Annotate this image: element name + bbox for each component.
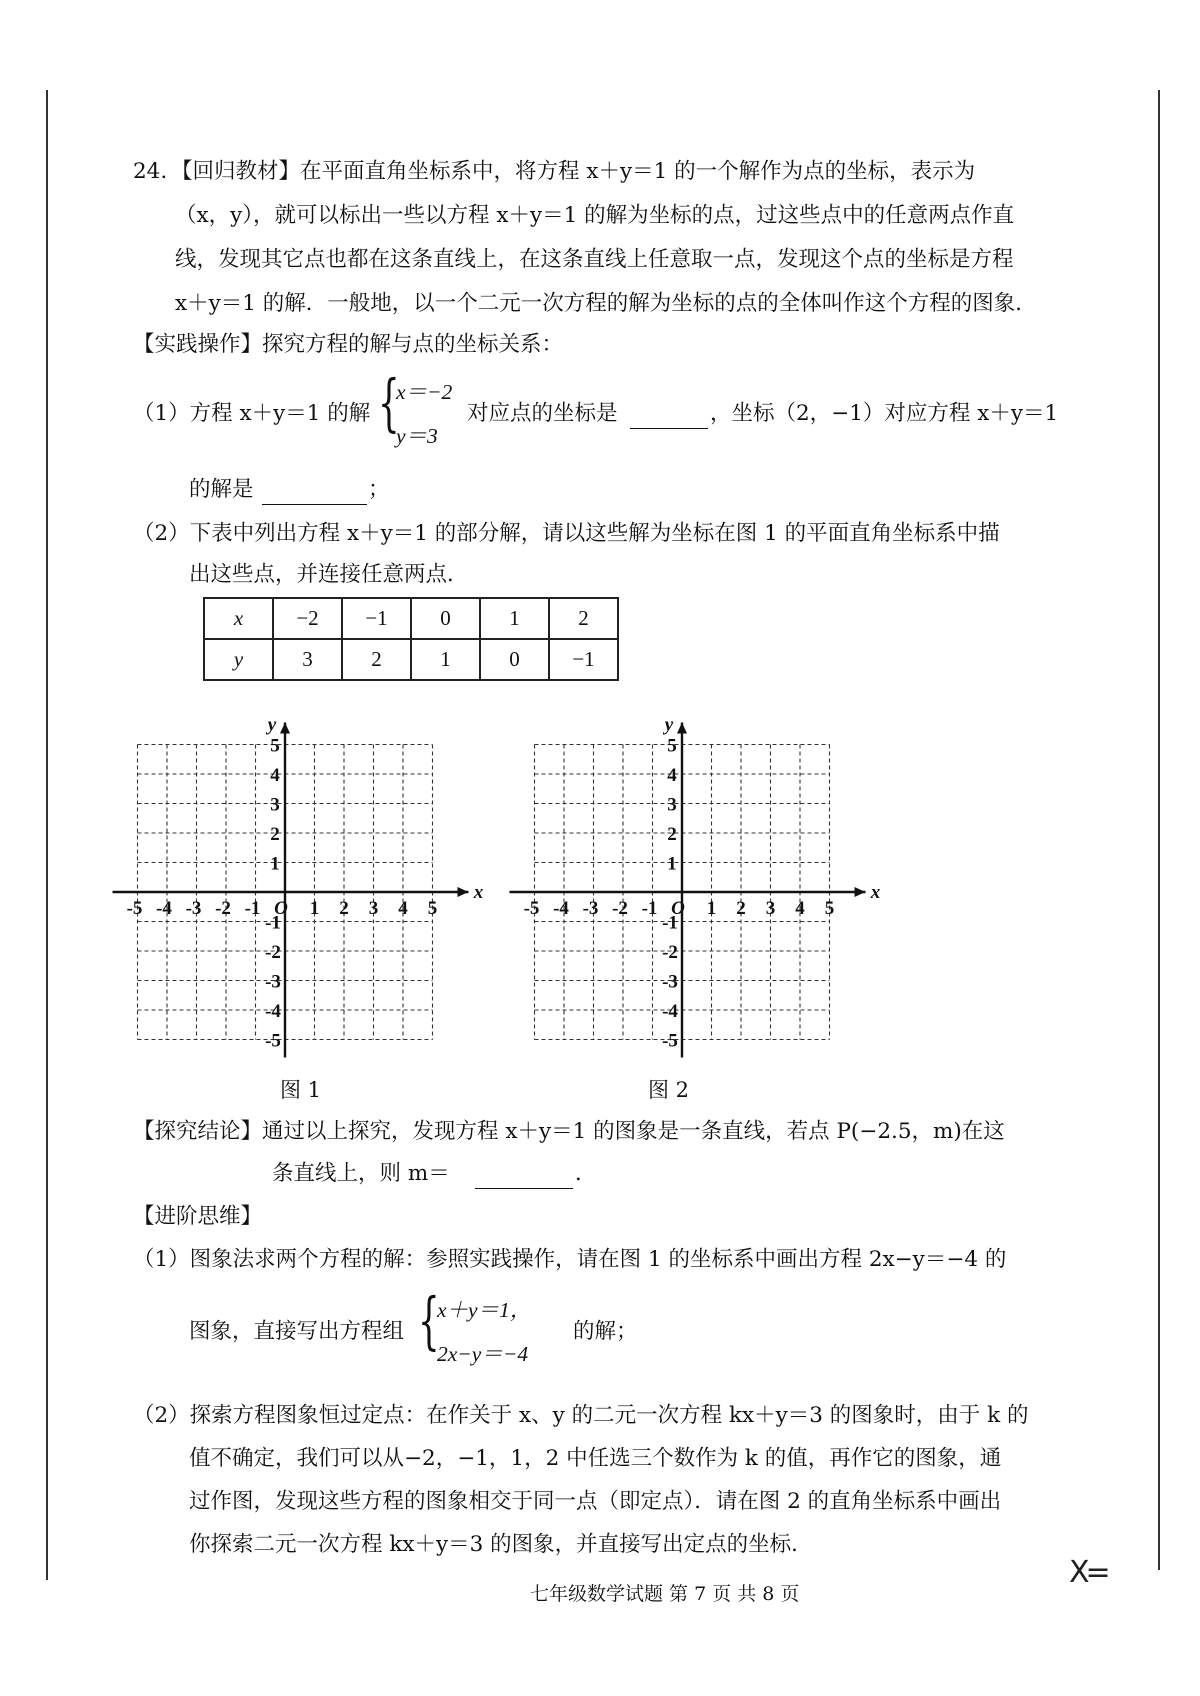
x-tick-label: -1 xyxy=(641,898,658,919)
table-row-x xyxy=(204,598,618,639)
advanced-q1-line-1: （1）图象法求两个方程的解：参照实践操作，请在图 1 的坐标系中画出方程 2x−y＝−4 的 xyxy=(133,1247,1007,1272)
x-tick-label: 3 xyxy=(765,898,776,919)
y-tick-label: 4 xyxy=(270,765,280,786)
y-tick-label: 3 xyxy=(270,794,280,816)
y-tick-label: -3 xyxy=(662,971,678,993)
q1-mid-text: 对应点的坐标是 xyxy=(467,401,618,426)
q1-system-bottom: y＝3 xyxy=(396,424,438,448)
y-axis-arrow xyxy=(677,723,687,734)
left-margin-line xyxy=(46,90,48,1580)
right-margin-line xyxy=(1158,90,1160,1570)
q1-system-top: x＝−2 xyxy=(396,380,453,404)
y-tick-label: 5 xyxy=(667,735,677,757)
q1-line2: 的解是 xyxy=(189,477,254,502)
x-tick-label: -2 xyxy=(215,898,231,919)
conclusion-line-2: 条直线上，则 m＝ xyxy=(272,1161,450,1186)
table-cell: 0 xyxy=(480,639,549,680)
q2-line-2: 出这些点，并连接任意两点． xyxy=(189,562,469,587)
y-axis-label: y xyxy=(664,714,674,736)
x-tick-label: -3 xyxy=(185,898,202,919)
q2-line-1: （2）下表中列出方程 x＋y＝1 的部分解，请以这些解为坐标在图 1 的平面直角坐标系中描 xyxy=(133,521,1000,546)
intro-line-2: （x，y），就可以标出一些以方程 x＋y＝1 的解为坐标的点，过这些点中的任意两点作直 xyxy=(175,203,1015,228)
y-tick-label: 4 xyxy=(667,765,677,786)
x-axis-arrow xyxy=(458,887,469,897)
table-row-y xyxy=(204,639,618,680)
y-tick-label: -2 xyxy=(662,942,678,963)
y-tick-label: -5 xyxy=(662,1030,678,1052)
a1-system-bottom: 2x−y＝−4 xyxy=(437,1342,529,1366)
solutions-table xyxy=(203,597,619,681)
table-cell: −1 xyxy=(549,639,618,680)
figure-2-caption: 图 2 xyxy=(648,1078,690,1102)
x-axis-label: x xyxy=(473,882,484,903)
y-tick-label: 5 xyxy=(270,735,280,757)
table-cell: 2 xyxy=(342,639,411,680)
handwritten-mark: X= xyxy=(1069,1555,1107,1590)
x-tick-label: 3 xyxy=(368,898,379,919)
y-tick-label: 1 xyxy=(270,853,280,875)
table-cell: 2 xyxy=(549,598,618,639)
y-tick-label: -3 xyxy=(265,971,281,993)
figure-2-coordinate-grid[interactable] xyxy=(523,696,887,1056)
origin-label: O xyxy=(671,898,685,919)
y-tick-label: 1 xyxy=(667,853,677,875)
figure-1-caption: 图 1 xyxy=(280,1078,322,1102)
figure-1-coordinate-grid[interactable] xyxy=(126,696,490,1056)
page-footer: 七年级数学试题 第 7 页 共 8 页 xyxy=(530,1583,800,1605)
conclusion-answer-blank[interactable] xyxy=(475,1170,573,1189)
table-cell: 1 xyxy=(480,598,549,639)
advanced-heading: 【进阶思维】 xyxy=(133,1204,263,1229)
x-tick-label: -4 xyxy=(156,898,172,919)
y-axis-arrow xyxy=(280,723,290,734)
x-tick-label: 5 xyxy=(427,898,438,919)
problem-number: 24. xyxy=(133,159,168,184)
y-tick-label: -1 xyxy=(265,912,281,934)
a1-system-top: x＋y＝1， xyxy=(437,1298,532,1322)
q1-prefix: （1）方程 x＋y＝1 的解 xyxy=(133,401,371,426)
q1-line2-end: ； xyxy=(368,477,390,502)
q1-system-brace: { xyxy=(378,366,400,439)
intro-line-4: x＋y＝1 的解．一般地，以一个二元一次方程的解为坐标的点的全体叫作这个方程的图象． xyxy=(175,291,1037,316)
y-tick-label: -1 xyxy=(662,912,678,934)
y-tick-label: -4 xyxy=(662,1001,678,1022)
y-tick-label: 2 xyxy=(667,824,677,845)
x-axis-label: x xyxy=(870,882,881,903)
x-tick-label: 1 xyxy=(706,898,717,919)
q1-answer-blank-2[interactable] xyxy=(262,486,367,505)
x-tick-label: 2 xyxy=(736,898,746,919)
y-tick-label: 3 xyxy=(667,794,677,816)
y-tick-label: -2 xyxy=(265,942,281,963)
conclusion-end: ． xyxy=(575,1161,597,1186)
table-x-label: x xyxy=(204,598,273,639)
x-tick-label: 4 xyxy=(795,898,805,919)
advanced-q2-line-4: 你探索二元一次方程 kx＋y＝3 的图象，并直接写出定点的坐标． xyxy=(189,1532,813,1557)
y-tick-label: -5 xyxy=(265,1030,281,1052)
a1-system-brace: { xyxy=(418,1284,440,1357)
y-tick-label: 2 xyxy=(270,824,280,845)
x-tick-label: 4 xyxy=(398,898,408,919)
table-cell: 0 xyxy=(411,598,480,639)
advanced-q2-line-3: 过作图，发现这些方程的图象相交于同一点（即定点）．请在图 2 的直角坐标系中画出 xyxy=(189,1489,1002,1514)
y-axis-label: y xyxy=(267,714,277,736)
table-cell: −2 xyxy=(273,598,342,639)
advanced-q1-line-2-prefix: 图象，直接写出方程组 xyxy=(189,1319,405,1344)
intro-line-1: 【回归教材】在平面直角坐标系中，将方程 x＋y＝1 的一个解作为点的坐标，表示为 xyxy=(171,159,976,184)
x-tick-label: 1 xyxy=(309,898,320,919)
table-cell: 3 xyxy=(273,639,342,680)
x-tick-label: -5 xyxy=(126,898,143,919)
conclusion-line-1: 【探究结论】通过以上探究，发现方程 x＋y＝1 的图象是一条直线，若点 P(−2.5，m)在这 xyxy=(133,1119,1005,1144)
x-tick-label: 5 xyxy=(824,898,835,919)
x-axis-arrow xyxy=(855,887,866,897)
q1-post-text: ，坐标（2，−1）对应方程 x＋y＝1 xyxy=(710,401,1059,426)
table-cell: −1 xyxy=(342,598,411,639)
x-tick-label: -4 xyxy=(553,898,569,919)
x-tick-label: 2 xyxy=(339,898,349,919)
x-tick-label: -3 xyxy=(582,898,599,919)
advanced-q2-line-1: （2）探索方程图象恒过定点：在作关于 x、y 的二元一次方程 kx＋y＝3 的图象时，由于 k 的 xyxy=(133,1403,1029,1428)
x-tick-label: -1 xyxy=(244,898,261,919)
q1-answer-blank-1[interactable] xyxy=(630,410,708,429)
advanced-q1-line-2-suffix: 的解； xyxy=(573,1319,638,1344)
table-y-label: y xyxy=(204,639,273,680)
y-tick-label: -4 xyxy=(265,1001,281,1022)
advanced-q2-line-2: 值不确定，我们可以从−2，−1，1，2 中任选三个数作为 k 的值，再作它的图象，通 xyxy=(189,1446,1002,1471)
table-cell: 1 xyxy=(411,639,480,680)
practice-heading: 【实践操作】探究方程的解与点的坐标关系： xyxy=(133,332,564,357)
intro-line-3: 线，发现其它点也都在这条直线上，在这条直线上任意取一点，发现这个点的坐标是方程 xyxy=(175,247,1014,272)
x-tick-label: -5 xyxy=(523,898,540,919)
origin-label: O xyxy=(274,898,288,919)
x-tick-label: -2 xyxy=(612,898,628,919)
